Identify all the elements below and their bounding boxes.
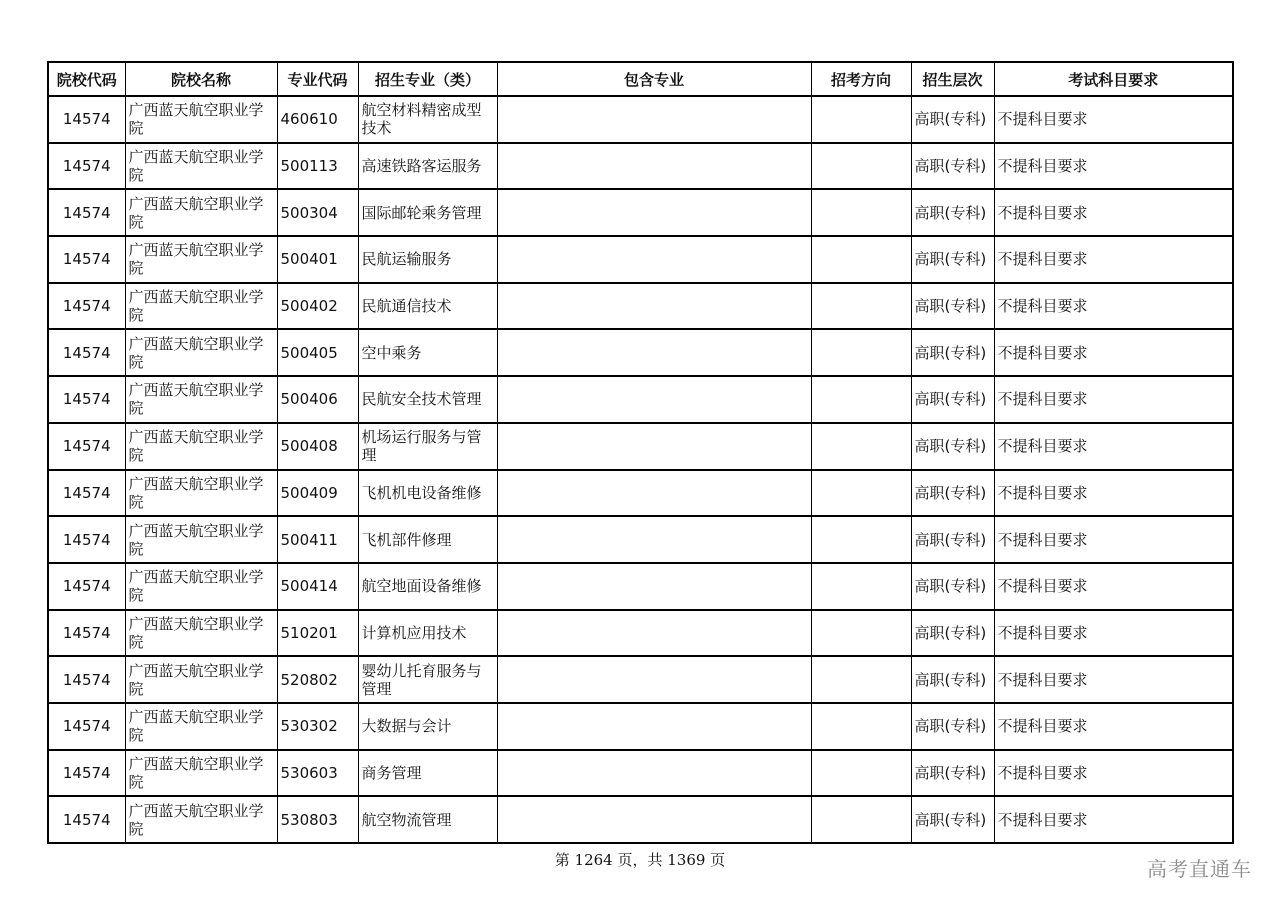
cell-level: 高职(专科) <box>911 516 994 563</box>
cell-school-name: 广西蓝天航空职业学院 <box>125 656 277 703</box>
table-row <box>48 470 1233 517</box>
cell-included-majors <box>497 750 811 797</box>
page-number: 第 1264 页，共 1369 页 <box>554 851 726 869</box>
cell-level: 高职(专科) <box>911 703 994 750</box>
cell-subject-requirement: 不提科目要求 <box>994 329 1233 376</box>
cell-direction <box>811 189 911 236</box>
admissions-table-sheet <box>47 61 1234 844</box>
cell-major-code: 500402 <box>277 283 358 330</box>
cell-subject-requirement: 不提科目要求 <box>994 796 1233 843</box>
cell-major: 国际邮轮乘务管理 <box>358 189 497 236</box>
cell-included-majors <box>497 96 811 143</box>
cell-school-name: 广西蓝天航空职业学院 <box>125 470 277 517</box>
cell-major-code: 500409 <box>277 470 358 517</box>
table-row <box>48 376 1233 423</box>
cell-school-code: 14574 <box>48 96 125 143</box>
cell-major-code: 520802 <box>277 656 358 703</box>
header-major: 招生专业（类） <box>358 62 497 96</box>
cell-included-majors <box>497 703 811 750</box>
cell-subject-requirement: 不提科目要求 <box>994 143 1233 190</box>
cell-major: 民航运输服务 <box>358 236 497 283</box>
table-row <box>48 750 1233 797</box>
cell-school-code: 14574 <box>48 143 125 190</box>
header-included-majors: 包含专业 <box>497 62 811 96</box>
cell-direction <box>811 329 911 376</box>
cell-major: 航空材料精密成型技术 <box>358 96 497 143</box>
cell-major-code: 500113 <box>277 143 358 190</box>
cell-school-code: 14574 <box>48 703 125 750</box>
cell-major: 空中乘务 <box>358 329 497 376</box>
cell-subject-requirement: 不提科目要求 <box>994 189 1233 236</box>
cell-subject-requirement: 不提科目要求 <box>994 750 1233 797</box>
table-body <box>48 96 1233 843</box>
cell-major: 飞机机电设备维修 <box>358 470 497 517</box>
cell-included-majors <box>497 283 811 330</box>
cell-direction <box>811 283 911 330</box>
cell-major: 计算机应用技术 <box>358 610 497 657</box>
cell-level: 高职(专科) <box>911 143 994 190</box>
cell-major: 民航安全技术管理 <box>358 376 497 423</box>
cell-school-code: 14574 <box>48 750 125 797</box>
cell-included-majors <box>497 470 811 517</box>
cell-level: 高职(专科) <box>911 376 994 423</box>
cell-school-name: 广西蓝天航空职业学院 <box>125 703 277 750</box>
header-subject-requirement: 考试科目要求 <box>994 62 1233 96</box>
cell-major-code: 500406 <box>277 376 358 423</box>
cell-included-majors <box>497 516 811 563</box>
header-level: 招生层次 <box>911 62 994 96</box>
cell-school-code: 14574 <box>48 189 125 236</box>
cell-school-name: 广西蓝天航空职业学院 <box>125 516 277 563</box>
cell-level: 高职(专科) <box>911 610 994 657</box>
cell-major-code: 510201 <box>277 610 358 657</box>
table-row <box>48 329 1233 376</box>
cell-included-majors <box>497 563 811 610</box>
cell-subject-requirement: 不提科目要求 <box>994 703 1233 750</box>
table-row <box>48 796 1233 843</box>
cell-school-name: 广西蓝天航空职业学院 <box>125 143 277 190</box>
cell-school-name: 广西蓝天航空职业学院 <box>125 283 277 330</box>
cell-school-code: 14574 <box>48 329 125 376</box>
cell-included-majors <box>497 189 811 236</box>
table-row <box>48 610 1233 657</box>
cell-school-code: 14574 <box>48 656 125 703</box>
cell-direction <box>811 703 911 750</box>
cell-level: 高职(专科) <box>911 283 994 330</box>
cell-school-name: 广西蓝天航空职业学院 <box>125 376 277 423</box>
header-direction: 招考方向 <box>811 62 911 96</box>
cell-subject-requirement: 不提科目要求 <box>994 96 1233 143</box>
cell-school-code: 14574 <box>48 516 125 563</box>
table-row <box>48 516 1233 563</box>
cell-major: 民航通信技术 <box>358 283 497 330</box>
cell-major-code: 530603 <box>277 750 358 797</box>
cell-school-code: 14574 <box>48 470 125 517</box>
cell-direction <box>811 470 911 517</box>
header-row <box>48 62 1233 96</box>
cell-major-code: 460610 <box>277 96 358 143</box>
cell-subject-requirement: 不提科目要求 <box>994 470 1233 517</box>
cell-included-majors <box>497 423 811 470</box>
cell-major-code: 500405 <box>277 329 358 376</box>
cell-direction <box>811 563 911 610</box>
cell-school-name: 广西蓝天航空职业学院 <box>125 423 277 470</box>
cell-level: 高职(专科) <box>911 796 994 843</box>
cell-subject-requirement: 不提科目要求 <box>994 376 1233 423</box>
cell-school-name: 广西蓝天航空职业学院 <box>125 610 277 657</box>
cell-direction <box>811 143 911 190</box>
cell-school-code: 14574 <box>48 283 125 330</box>
cell-included-majors <box>497 329 811 376</box>
cell-included-majors <box>497 610 811 657</box>
cell-school-name: 广西蓝天航空职业学院 <box>125 563 277 610</box>
cell-school-code: 14574 <box>48 796 125 843</box>
cell-level: 高职(专科) <box>911 470 994 517</box>
cell-major-code: 530302 <box>277 703 358 750</box>
table-row <box>48 143 1233 190</box>
cell-level: 高职(专科) <box>911 563 994 610</box>
table-row <box>48 656 1233 703</box>
cell-major: 飞机部件修理 <box>358 516 497 563</box>
table-row <box>48 283 1233 330</box>
cell-direction <box>811 750 911 797</box>
cell-included-majors <box>497 236 811 283</box>
table-row <box>48 423 1233 470</box>
cell-level: 高职(专科) <box>911 236 994 283</box>
cell-level: 高职(专科) <box>911 189 994 236</box>
table-row <box>48 189 1233 236</box>
cell-direction <box>811 236 911 283</box>
cell-major-code: 530803 <box>277 796 358 843</box>
cell-level: 高职(专科) <box>911 423 994 470</box>
cell-school-code: 14574 <box>48 376 125 423</box>
cell-major-code: 500408 <box>277 423 358 470</box>
cell-school-name: 广西蓝天航空职业学院 <box>125 189 277 236</box>
cell-direction <box>811 610 911 657</box>
cell-major: 高速铁路客运服务 <box>358 143 497 190</box>
cell-level: 高职(专科) <box>911 750 994 797</box>
cell-subject-requirement: 不提科目要求 <box>994 656 1233 703</box>
cell-major-code: 500411 <box>277 516 358 563</box>
watermark-text: 高考直通车 <box>1147 857 1252 881</box>
admissions-table <box>47 61 1234 844</box>
cell-level: 高职(专科) <box>911 96 994 143</box>
cell-school-name: 广西蓝天航空职业学院 <box>125 236 277 283</box>
cell-subject-requirement: 不提科目要求 <box>994 610 1233 657</box>
cell-major: 航空物流管理 <box>358 796 497 843</box>
cell-direction <box>811 96 911 143</box>
table-row <box>48 96 1233 143</box>
table-row <box>48 703 1233 750</box>
cell-school-name: 广西蓝天航空职业学院 <box>125 750 277 797</box>
cell-school-code: 14574 <box>48 236 125 283</box>
header-school-name: 院校名称 <box>125 62 277 96</box>
cell-subject-requirement: 不提科目要求 <box>994 283 1233 330</box>
cell-major: 大数据与会计 <box>358 703 497 750</box>
cell-included-majors <box>497 376 811 423</box>
cell-subject-requirement: 不提科目要求 <box>994 563 1233 610</box>
cell-major-code: 500401 <box>277 236 358 283</box>
header-major-code: 专业代码 <box>277 62 358 96</box>
cell-major-code: 500414 <box>277 563 358 610</box>
cell-included-majors <box>497 656 811 703</box>
cell-direction <box>811 423 911 470</box>
cell-direction <box>811 376 911 423</box>
cell-direction <box>811 796 911 843</box>
cell-major: 机场运行服务与管理 <box>358 423 497 470</box>
cell-major: 婴幼儿托育服务与管理 <box>358 656 497 703</box>
table-header <box>48 62 1233 96</box>
cell-subject-requirement: 不提科目要求 <box>994 236 1233 283</box>
cell-major: 商务管理 <box>358 750 497 797</box>
cell-school-code: 14574 <box>48 610 125 657</box>
cell-level: 高职(专科) <box>911 329 994 376</box>
cell-subject-requirement: 不提科目要求 <box>994 423 1233 470</box>
cell-direction <box>811 516 911 563</box>
cell-included-majors <box>497 143 811 190</box>
cell-school-code: 14574 <box>48 563 125 610</box>
cell-major-code: 500304 <box>277 189 358 236</box>
table-row <box>48 236 1233 283</box>
cell-school-code: 14574 <box>48 423 125 470</box>
cell-subject-requirement: 不提科目要求 <box>994 516 1233 563</box>
cell-included-majors <box>497 796 811 843</box>
cell-school-name: 广西蓝天航空职业学院 <box>125 329 277 376</box>
cell-level: 高职(专科) <box>911 656 994 703</box>
cell-school-name: 广西蓝天航空职业学院 <box>125 96 277 143</box>
cell-school-name: 广西蓝天航空职业学院 <box>125 796 277 843</box>
cell-direction <box>811 656 911 703</box>
header-school-code: 院校代码 <box>48 62 125 96</box>
table-row <box>48 563 1233 610</box>
cell-major: 航空地面设备维修 <box>358 563 497 610</box>
